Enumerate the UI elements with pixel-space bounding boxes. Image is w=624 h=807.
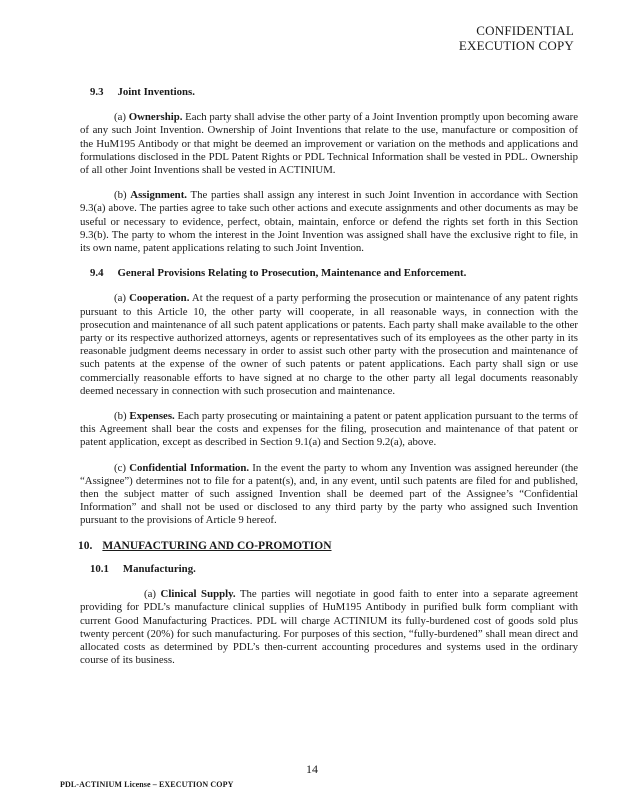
- section-10-1-heading: [90, 563, 578, 576]
- item-text: The parties shall assign any interest in such Joint Invention in accordance with Section 9.3(a) above. The parties agree to take such other actions and execute assignments and other documents as may be useful or necessary to evidence, perfect, obtain, maintain, enforce or defend the rights set forth in this Section 9.3(b). The party to whom the interest in the Joint Invention was assigned shall have the exclusive right to file, in its own name, patent applications relating to such Joint Invention.: [80, 189, 578, 255]
- paragraph-9-3-a: [80, 111, 578, 177]
- item-label: (a): [114, 111, 126, 124]
- item-text: At the request of a party performing the prosecution or maintenance of any patent rights pursuant to this Article 10, the other party will cooperate, in all reasonable ways, in connection with the prosecution and maintenance of all such patent applications or patents. Each party shall make available to the other party or its respective authorized attorneys, agents or representatives such of its employees as the other party in its reasonable judgment deems necessary in order to assist such other party with the prosecution and maintenance of such patents at the expense of the owner of such patents or patent applications. Each party shall sign or use commercially reasonable efforts to have signed at no charge to the other party all legal documents reasonably deemed necessary in connection with such prosecution and maintenance.: [80, 292, 578, 397]
- section-number: 9.3: [90, 86, 104, 98]
- section-9-3-heading: [90, 86, 578, 99]
- confidential-header: [459, 23, 574, 53]
- section-number: 9.4: [90, 267, 104, 280]
- footer-label: PDL-ACTINIUM License – EXECUTION COPY: [60, 780, 234, 789]
- header-line-1: CONFIDENTIAL: [476, 23, 574, 38]
- item-label: (a): [144, 588, 156, 601]
- article-number: 10.: [78, 539, 93, 552]
- article-title: MANUFACTURING AND CO-PROMOTION: [102, 539, 332, 552]
- article-10-heading: [78, 540, 578, 553]
- item-label: (b): [114, 410, 127, 423]
- document-body: [80, 86, 578, 679]
- item-text: Each party prosecuting or maintaining a patent or patent application pursuant to the terms of this Agreement shall bear the costs and expenses for the filing, prosecution and maintenance of that patent or patent application, except as described in Section 9.1(a) and Section 9.2(a), above.: [80, 410, 578, 449]
- item-title: Ownership.: [128, 111, 183, 124]
- item-title: Confidential Information.: [129, 461, 250, 474]
- paragraph-9-4-c: [80, 462, 578, 528]
- item-label: (c): [114, 461, 126, 474]
- item-title: Clinical Supply.: [160, 588, 236, 601]
- page-number: 14: [306, 762, 318, 776]
- item-label: (a): [114, 292, 126, 305]
- item-text: Each party shall advise the other party of a Joint Invention promptly upon becoming aware of any such Joint Invention. Ownership of Joint Inventions that relate to the use, manufacture or composition of the HuM195 Antibody or that might be deemed an improvement or variation on the methods and applications and formulations disclosed in the PDL Patent Rights or PDL Technical Information shall be vested in PDL. Ownership of all other Joint Inventions shall be vested in ACTINIUM.: [80, 111, 578, 177]
- section-title: General Provisions Relating to Prosecution, Maintenance and Enforcement.: [117, 267, 467, 280]
- paragraph-10-1-a: [80, 588, 578, 667]
- item-title: Cooperation.: [129, 292, 190, 305]
- section-9-4-heading: [90, 267, 578, 280]
- item-text: In the event the party to whom any Invention was assigned hereunder (the “Assignee”) determines not to file for a patent(s), and, in any event, until such patents are filed for and published, then the subject matter of such assigned Invention shall be deemed part of the Assignee’s “Confidential Information” and shall not be used or disclosed to any third party by the party who assigned such Invention pursuant to the provisions of Article 9 hereof.: [80, 461, 579, 527]
- paragraph-9-4-b: [80, 410, 578, 450]
- section-title: Joint Inventions.: [117, 86, 195, 98]
- header-line-2: EXECUTION COPY: [458, 38, 574, 53]
- paragraph-9-3-b: [80, 189, 578, 255]
- section-title: Manufacturing.: [122, 562, 196, 575]
- item-title: Assignment.: [130, 189, 187, 202]
- item-text: The parties will negotiate in good faith to enter into a separate agreement providing for PDL’s manufacture clinical supplies of HuM195 Antibody in purified bulk form compliant with current Good Manufacturing Practices. PDL will charge ACTINIUM its fully-burdened cost of goods sold plus twenty percent (20%) for such manufacturing. For purposes of this section, “fully-burdened” shall mean direct and allocated costs as determined by PDL’s then-current accounting procedures and systems used in the ordinary course of its business.: [80, 588, 579, 667]
- item-label: (b): [114, 189, 127, 202]
- paragraph-9-4-a: [80, 292, 578, 398]
- section-number: 10.1: [90, 562, 109, 575]
- item-title: Expenses.: [129, 410, 175, 423]
